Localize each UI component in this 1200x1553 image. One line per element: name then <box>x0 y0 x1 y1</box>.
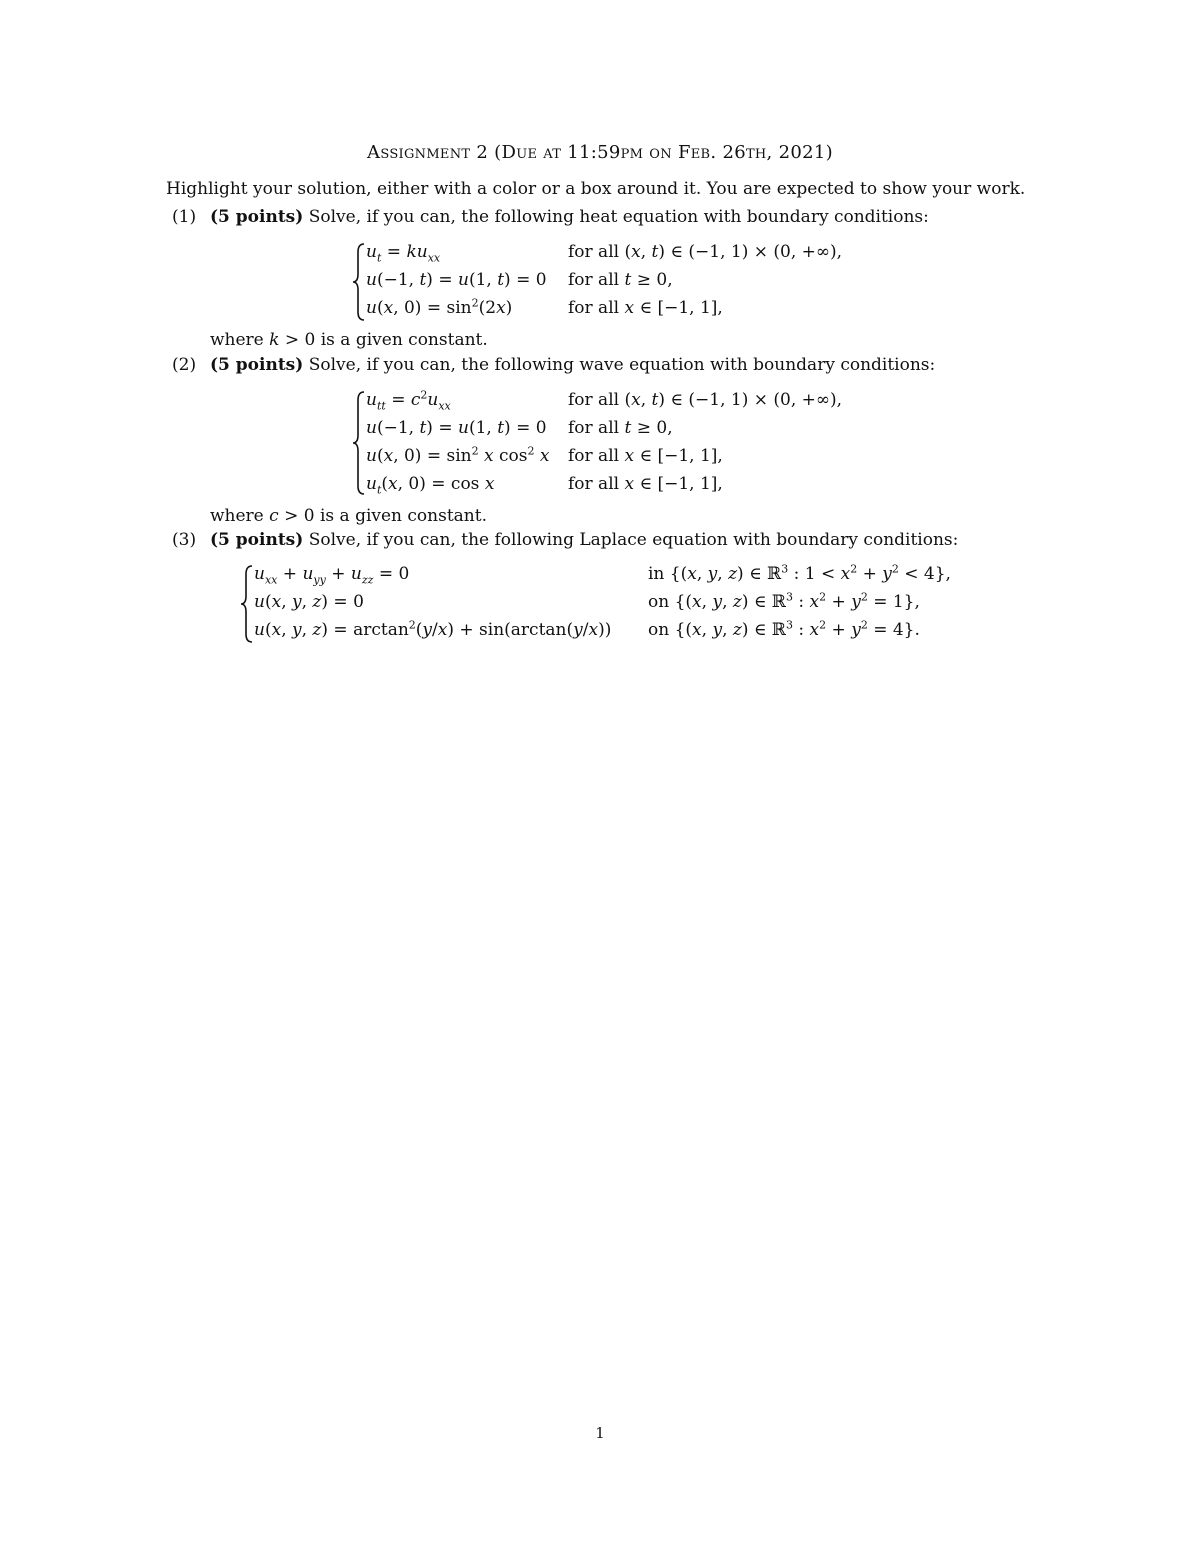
p1-eq1-rhs: for all (x, t) ∈ (−1, 1) × (0, +∞), <box>568 242 843 262</box>
left-brace-icon <box>240 564 254 644</box>
p2-eq4-rhs: for all x ∈ [−1, 1], <box>568 474 723 494</box>
p2-eq3-lhs: u(x, $0) = \sin^2 x$ $\cos^2 x$ <box>366 444 550 466</box>
p1-eq3-lhs: u(x, $0) = \sin^2(2x)$ <box>366 296 513 318</box>
left-brace-icon <box>352 390 366 496</box>
p2-eq2-rhs: for all t ≥ 0, <box>568 418 673 438</box>
problem-3-system <box>240 564 980 644</box>
p3-eq2-lhs: u(x, y, z) = 0 <box>254 592 364 612</box>
problem-3-heading: (3) (5 points) Solve, if you can, the following Laplace equation with boundary conditions: <box>172 530 959 550</box>
problem-1-heading: (1) (5 points) Solve, if you can, the following heat equation with boundary conditions: <box>172 207 929 227</box>
problem-2-system <box>352 390 872 496</box>
intro-instructions: Highlight your solution, either with a color or a box around it. You are expected to show your work. <box>166 179 1026 199</box>
problem-2-where: where c > 0 is a given constant. <box>210 506 487 526</box>
p1-eq2-rhs: for all t ≥ 0, <box>568 270 673 290</box>
p1-eq2-lhs: u(−1, t) = u(1, t) = 0 <box>366 270 547 290</box>
p1-eq1-lhs: $u_t = ku_{xx}$ <box>366 242 441 265</box>
problem-1-where: where k > 0 is a given constant. <box>210 330 488 350</box>
p3-eq3-lhs: u(x, y, $z) = \arctan^2(y/x) + \sin(\arctan(y/x))$ <box>254 618 612 640</box>
p3-eq1-lhs: $u_{xx} + u_{yy} + u_{zz} = 0$ <box>254 564 410 587</box>
p3-eq2-rhs: on {(x, y, z) ∈ ℝ$^3$ : $x^2 + y^2 = 1$}, <box>648 590 920 612</box>
p3-eq3-rhs: on {(x, y, z) ∈ ℝ$^3$ : $x^2 + y^2 = 4$}. <box>648 618 920 640</box>
p2-eq1-lhs: $u_{tt} = c^2u_{xx}$ <box>366 388 451 413</box>
p3-eq1-rhs: in {(x, y, z) ∈ ℝ$^3$ : $1 < x^2 + y^2 < 4$}, <box>648 562 951 584</box>
assignment-title: Assignment 2 (Due at 11:59pm on Feb. 26th, 2021) <box>367 142 833 163</box>
page-number: 1 <box>595 1424 605 1442</box>
p1-eq3-rhs: for all x ∈ [−1, 1], <box>568 298 723 318</box>
problem-2-heading: (2) (5 points) Solve, if you can, the following wave equation with boundary conditions: <box>172 355 936 375</box>
left-brace-icon <box>352 242 366 322</box>
p2-eq2-lhs: u(−1, t) = u(1, t) = 0 <box>366 418 547 438</box>
p2-eq1-rhs: for all (x, t) ∈ (−1, 1) × (0, +∞), <box>568 390 843 410</box>
p2-eq4-lhs: $u_t(x$, 0) = cos x <box>366 474 495 497</box>
p2-eq3-rhs: for all x ∈ [−1, 1], <box>568 446 723 466</box>
problem-1-system <box>352 242 872 322</box>
